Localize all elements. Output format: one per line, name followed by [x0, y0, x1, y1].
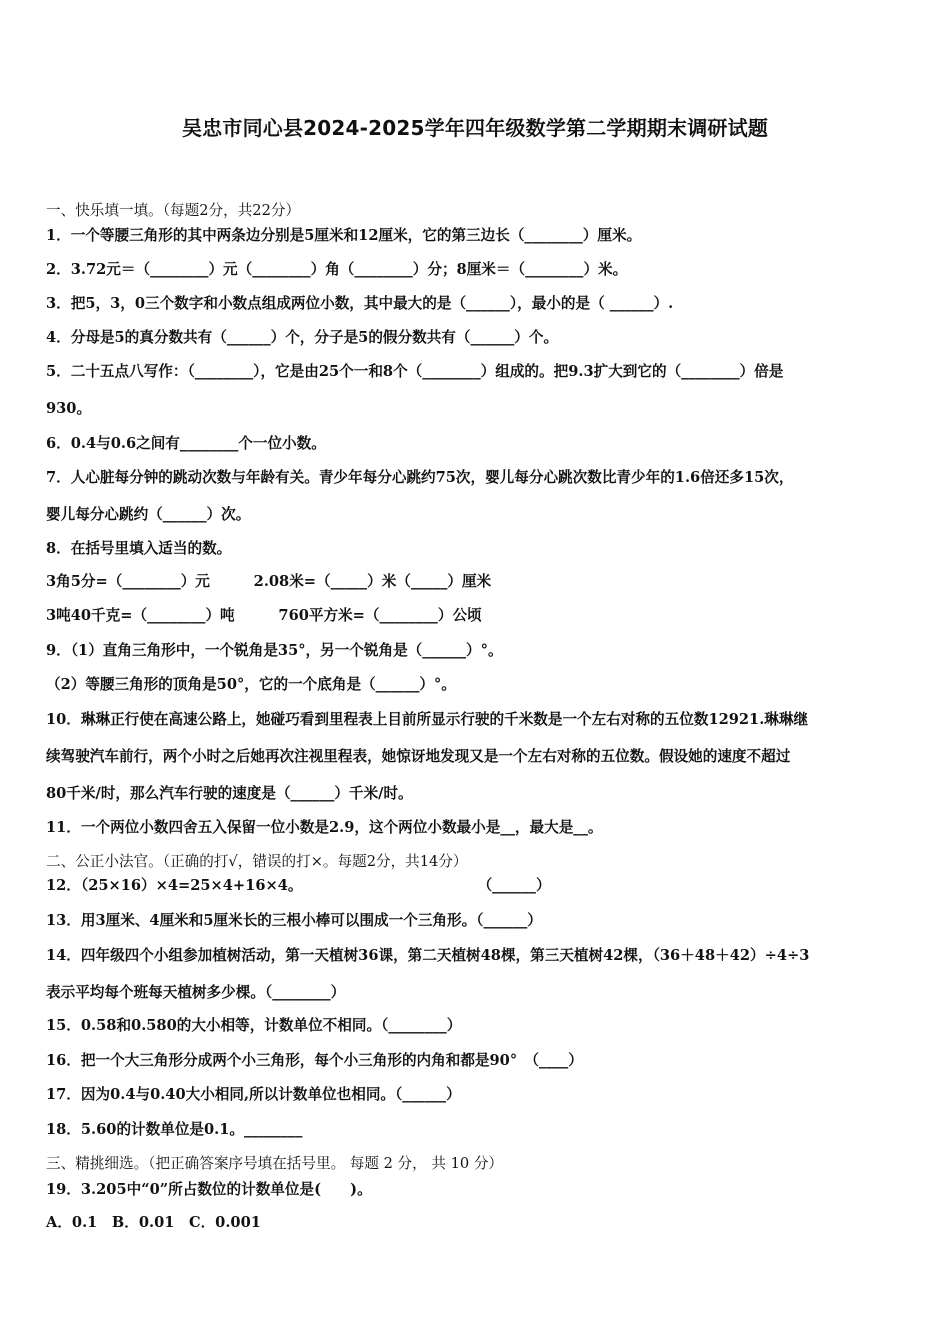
- question-8-row-1: 3角5分=（________）元 2.08米=（_____）米（_____）厘米: [46, 573, 492, 590]
- question-8: 8．在括号里填入适当的数。: [46, 540, 232, 557]
- question-18: 18．5.60的计数单位是0.1。________: [46, 1121, 303, 1138]
- question-14: 14．四年级四个小组参加植树活动，第一天植树36课，第二天植树48棵，第三天植树42棵，（36＋48＋42）÷4÷3: [46, 947, 810, 964]
- section-heading-3: 三、精挑细选。（把正确答案序号填在括号里。 每题 2 分， 共 10 分）: [46, 1155, 504, 1172]
- section-heading-2: 二、公正小法官。（正确的打√，错误的打×。每题2分，共14分）: [46, 853, 468, 870]
- section-heading-1: 一、快乐填一填。（每题2分，共22分）: [46, 202, 301, 219]
- question-6: 6．0.4与0.6之间有________个一位小数。: [46, 435, 326, 452]
- question-14-cont: 表示平均每个班每天植树多少棵。（________）: [46, 984, 346, 1001]
- question-10: 10．琳琳正行使在高速公路上，她碰巧看到里程表上目前所显示行驶的千米数是一个左右对称的五位数12921.琳琳继: [46, 711, 809, 728]
- page-title: 吴忠市同心县2024-2025学年四年级数学第二学期期末调研试题: [181, 116, 769, 140]
- question-19-options: A．0.1 B．0.01 C．0.001: [46, 1214, 261, 1231]
- question-9-part-2: （2）等腰三角形的顶角是50°，它的一个底角是（______）°。: [46, 676, 456, 693]
- question-5-cont: 930。: [46, 400, 92, 417]
- question-4: 4．分母是5的真分数共有（______）个，分子是5的假分数共有（______）个。: [46, 329, 559, 346]
- question-15: 15．0.58和0.580的大小相等，计数单位不相同。（________）: [46, 1017, 462, 1034]
- question-11: 11．一个两位小数四舍五入保留一位小数是2.9，这个两位小数最小是__，最大是__。: [46, 819, 603, 836]
- question-16: 16．把一个大三角形分成两个小三角形，每个小三角形的内角和都是90° （____）: [46, 1052, 583, 1069]
- question-10-cont-1: 续驾驶汽车前行，两个小时之后她再次注视里程表，她惊讶地发现又是一个左右对称的五位数。假设她的速度不超过: [46, 748, 791, 765]
- question-7-cont: 婴儿每分心跳约（______）次。: [46, 506, 251, 523]
- question-5: 5．二十五点八写作：（________），它是由25个一和8个（________）组成的。把9.3扩大到它的（________）倍是: [46, 363, 784, 380]
- question-10-cont-2: 80千米/时，那么汽车行驶的速度是（______）千米/时。: [46, 785, 413, 802]
- question-12: 12．（25×16）×4=25×4+16×4。 （______）: [46, 877, 551, 894]
- question-1: 1．一个等腰三角形的其中两条边分别是5厘米和12厘米，它的第三边长（________）厘米。: [46, 227, 642, 244]
- question-3: 3．把5，3，0三个数字和小数点组成两位小数，其中最大的是（______），最小的是（ ______）.: [46, 295, 674, 312]
- question-19: 19．3.205中“0”所占数位的计数单位是( )。: [46, 1181, 372, 1198]
- question-13: 13．用3厘米、4厘米和5厘米长的三根小棒可以围成一个三角形。（______）: [46, 912, 542, 929]
- question-9-part-1: 9．（1）直角三角形中，一个锐角是35°，另一个锐角是（______）°。: [46, 642, 503, 659]
- question-2: 2．3.72元＝（________）元（________）角（________）分；8厘米＝（________）米。: [46, 261, 628, 278]
- question-17: 17．因为0.4与0.40大小相同,所以计数单位也相同。（______）: [46, 1086, 461, 1103]
- question-8-row-2: 3吨40千克=（________）吨 760平方米=（________）公顷: [46, 607, 482, 624]
- question-7: 7．人心脏每分钟的跳动次数与年龄有关。青少年每分心跳约75次，婴儿每分心跳次数比青少年的1.6倍还多15次，: [46, 469, 794, 486]
